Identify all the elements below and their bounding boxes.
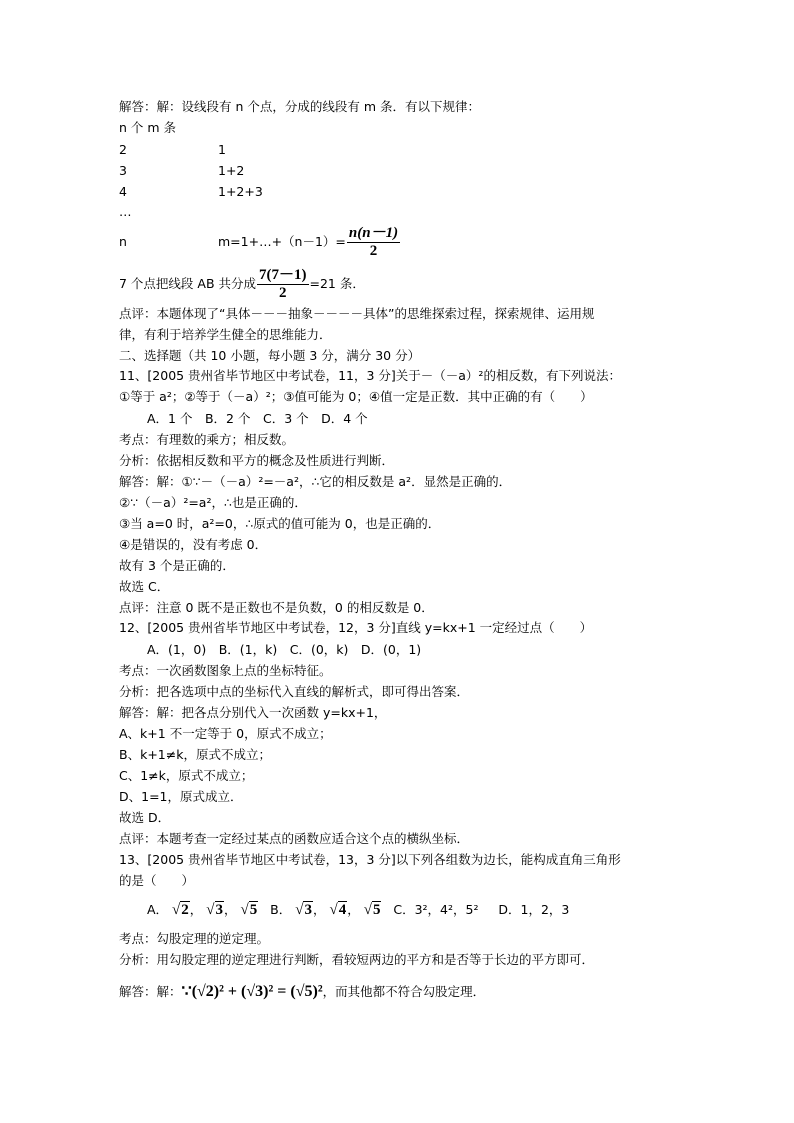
- q10-solution-intro: 解答：解：设线段有 n 个点，分成的线段有 m 条．有以下规律：: [119, 99, 480, 114]
- q10-table-header: n 个 m 条: [119, 120, 177, 135]
- q13-options: [119, 899, 569, 921]
- denominator: 2: [279, 285, 287, 301]
- q12-step: C、1≠k，原式不成立；: [119, 768, 254, 783]
- q12-comment: 点评：本题考查一定经过某点的函数应适合这个点的横纵坐标．: [119, 831, 470, 846]
- q12-step: D、1=1，原式成立．: [119, 789, 243, 804]
- row-n: 2: [119, 142, 127, 157]
- q12-solution: 解答：解：把各点分别代入一次函数 y=kx+1，: [119, 705, 387, 720]
- q10-row-ellipsis: …: [119, 204, 132, 219]
- radicand: 2: [181, 902, 189, 918]
- q12-stem: 12、[2005 贵州省毕节地区中考试卷，12，3 分]直线 y=kx+1 一定经过点（ ）: [119, 620, 593, 635]
- result-prefix: 7 个点把线段 AB 共分成: [119, 276, 256, 291]
- row-m: 1+2: [218, 163, 245, 178]
- radicand: 3: [215, 902, 224, 918]
- q11-stem: 11、[2005 贵州省毕节地区中考试卷，11，3 分]关于－（－a）²的相反数，有下列说法：: [119, 368, 621, 383]
- q11-answer: 故选 C．: [119, 579, 170, 594]
- q11-comment: 点评：注意 0 既不是正数也不是负数，0 的相反数是 0．: [119, 600, 434, 615]
- q13-kaodian: 考点：勾股定理的逆定理。: [119, 931, 270, 946]
- sep: ，: [312, 902, 326, 917]
- radicand: 5: [372, 902, 381, 918]
- solution-suffix: ，而其他都不符合勾股定理．: [322, 984, 486, 999]
- fraction: [257, 267, 309, 302]
- section-title: 二、选择题（共 10 小题，每小题 3 分，满分 30 分）: [119, 348, 421, 363]
- option-c: C．3²，4²，5²: [393, 902, 479, 917]
- radicand: 5: [249, 902, 258, 918]
- q11-step: ④是错误的，没有考虑 0．: [119, 537, 268, 552]
- sqrt: √5: [240, 902, 258, 918]
- row-m: 1: [218, 142, 226, 157]
- q12-step: A、k+1 不一定等于 0，原式不成立；: [119, 726, 332, 741]
- q10-row: [119, 142, 419, 158]
- q12-analysis: 分析：把各选项中点的坐标代入直线的解析式，即可得出答案．: [119, 684, 470, 699]
- q11-step: ②∵（－a）²=a²，∴也是正确的．: [119, 495, 307, 510]
- q10-general-row: [119, 225, 519, 259]
- solution-prefix: 解答：解：: [119, 984, 182, 999]
- option-a-label: A．: [147, 902, 169, 917]
- numerator: n(n－1): [348, 225, 399, 241]
- sqrt: √5: [363, 902, 381, 918]
- q12-kaodian: 考点：一次函数图象上点的坐标特征。: [119, 663, 332, 678]
- q13-stem: 13、[2005 贵州省毕节地区中考试卷，13，3 分]以下列各组数为边长，能构成直角三角形: [119, 852, 621, 867]
- option-b-label: B．: [270, 902, 292, 917]
- formula-prefix: m=1+…+（n－1）=: [218, 234, 346, 249]
- q11-step: ③当 a=0 时，a²=0，∴原式的值可能为 0，也是正确的．: [119, 516, 441, 531]
- numerator: 7(7－1): [259, 267, 307, 283]
- sep: ，: [224, 902, 237, 917]
- row-n: n: [119, 234, 127, 249]
- row-n: 3: [119, 163, 127, 178]
- row-m: 1+2+3: [218, 184, 263, 199]
- pythagorean-formula: ∵(√2)² + (√3)² = (√5)²: [181, 983, 323, 1000]
- q10-row: [119, 163, 419, 179]
- option-d: D．1，2，3: [498, 902, 570, 917]
- row-n: 4: [119, 184, 127, 199]
- sep: ，: [347, 902, 360, 917]
- q11-stem-cont: ①等于 a²；②等于（－a）²；③值可能为 0；④值一定是正数．其中正确的有（ ）: [119, 389, 593, 404]
- q11-analysis: 分析：依据相反数和平方的概念及性质进行判断．: [119, 453, 395, 468]
- q10-comment: 点评：本题体现了“具体－－－抽象－－－－具体”的思维探索过程，探索规律、运用规: [119, 306, 595, 321]
- q13-analysis: 分析：用勾股定理的逆定理进行判断，看较短两边的平方和是否等于长边的平方即可．: [119, 952, 595, 967]
- fraction: [347, 225, 400, 260]
- q10-result: [119, 267, 365, 302]
- q12-step: B、k+1≠k，原式不成立；: [119, 747, 271, 762]
- radicand: 3: [304, 902, 312, 918]
- result-suffix: =21 条．: [309, 276, 365, 291]
- q11-solution: 解答：解：①∵－（－a）²=－a²，∴它的相反数是 a²．显然是正确的．: [119, 474, 512, 489]
- q13-stem-cont: 的是（ ）: [119, 873, 195, 888]
- sep: ，: [189, 902, 203, 917]
- denominator: 2: [369, 243, 378, 259]
- q10-comment-cont: 律，有利于培养学生健全的思维能力．: [119, 327, 332, 342]
- q10-row: [119, 184, 419, 200]
- sqrt: √3: [206, 902, 224, 918]
- sqrt: √3: [295, 902, 312, 918]
- q11-step: 故有 3 个是正确的．: [119, 558, 235, 573]
- sqrt: √2: [172, 902, 189, 918]
- q12-options: A．(1，0) B．(1，k) C．(0，k) D．(0，1): [147, 642, 422, 657]
- q13-solution: [119, 981, 485, 1003]
- q11-kaodian: 考点：有理数的乘方；相反数。: [119, 432, 295, 447]
- general-formula: [218, 225, 401, 260]
- sqrt: √4: [329, 902, 347, 918]
- radicand: 4: [338, 902, 347, 918]
- q12-answer: 故选 D．: [119, 810, 171, 825]
- q11-options: A．1 个 B．2 个 C．3 个 D．4 个: [147, 411, 368, 426]
